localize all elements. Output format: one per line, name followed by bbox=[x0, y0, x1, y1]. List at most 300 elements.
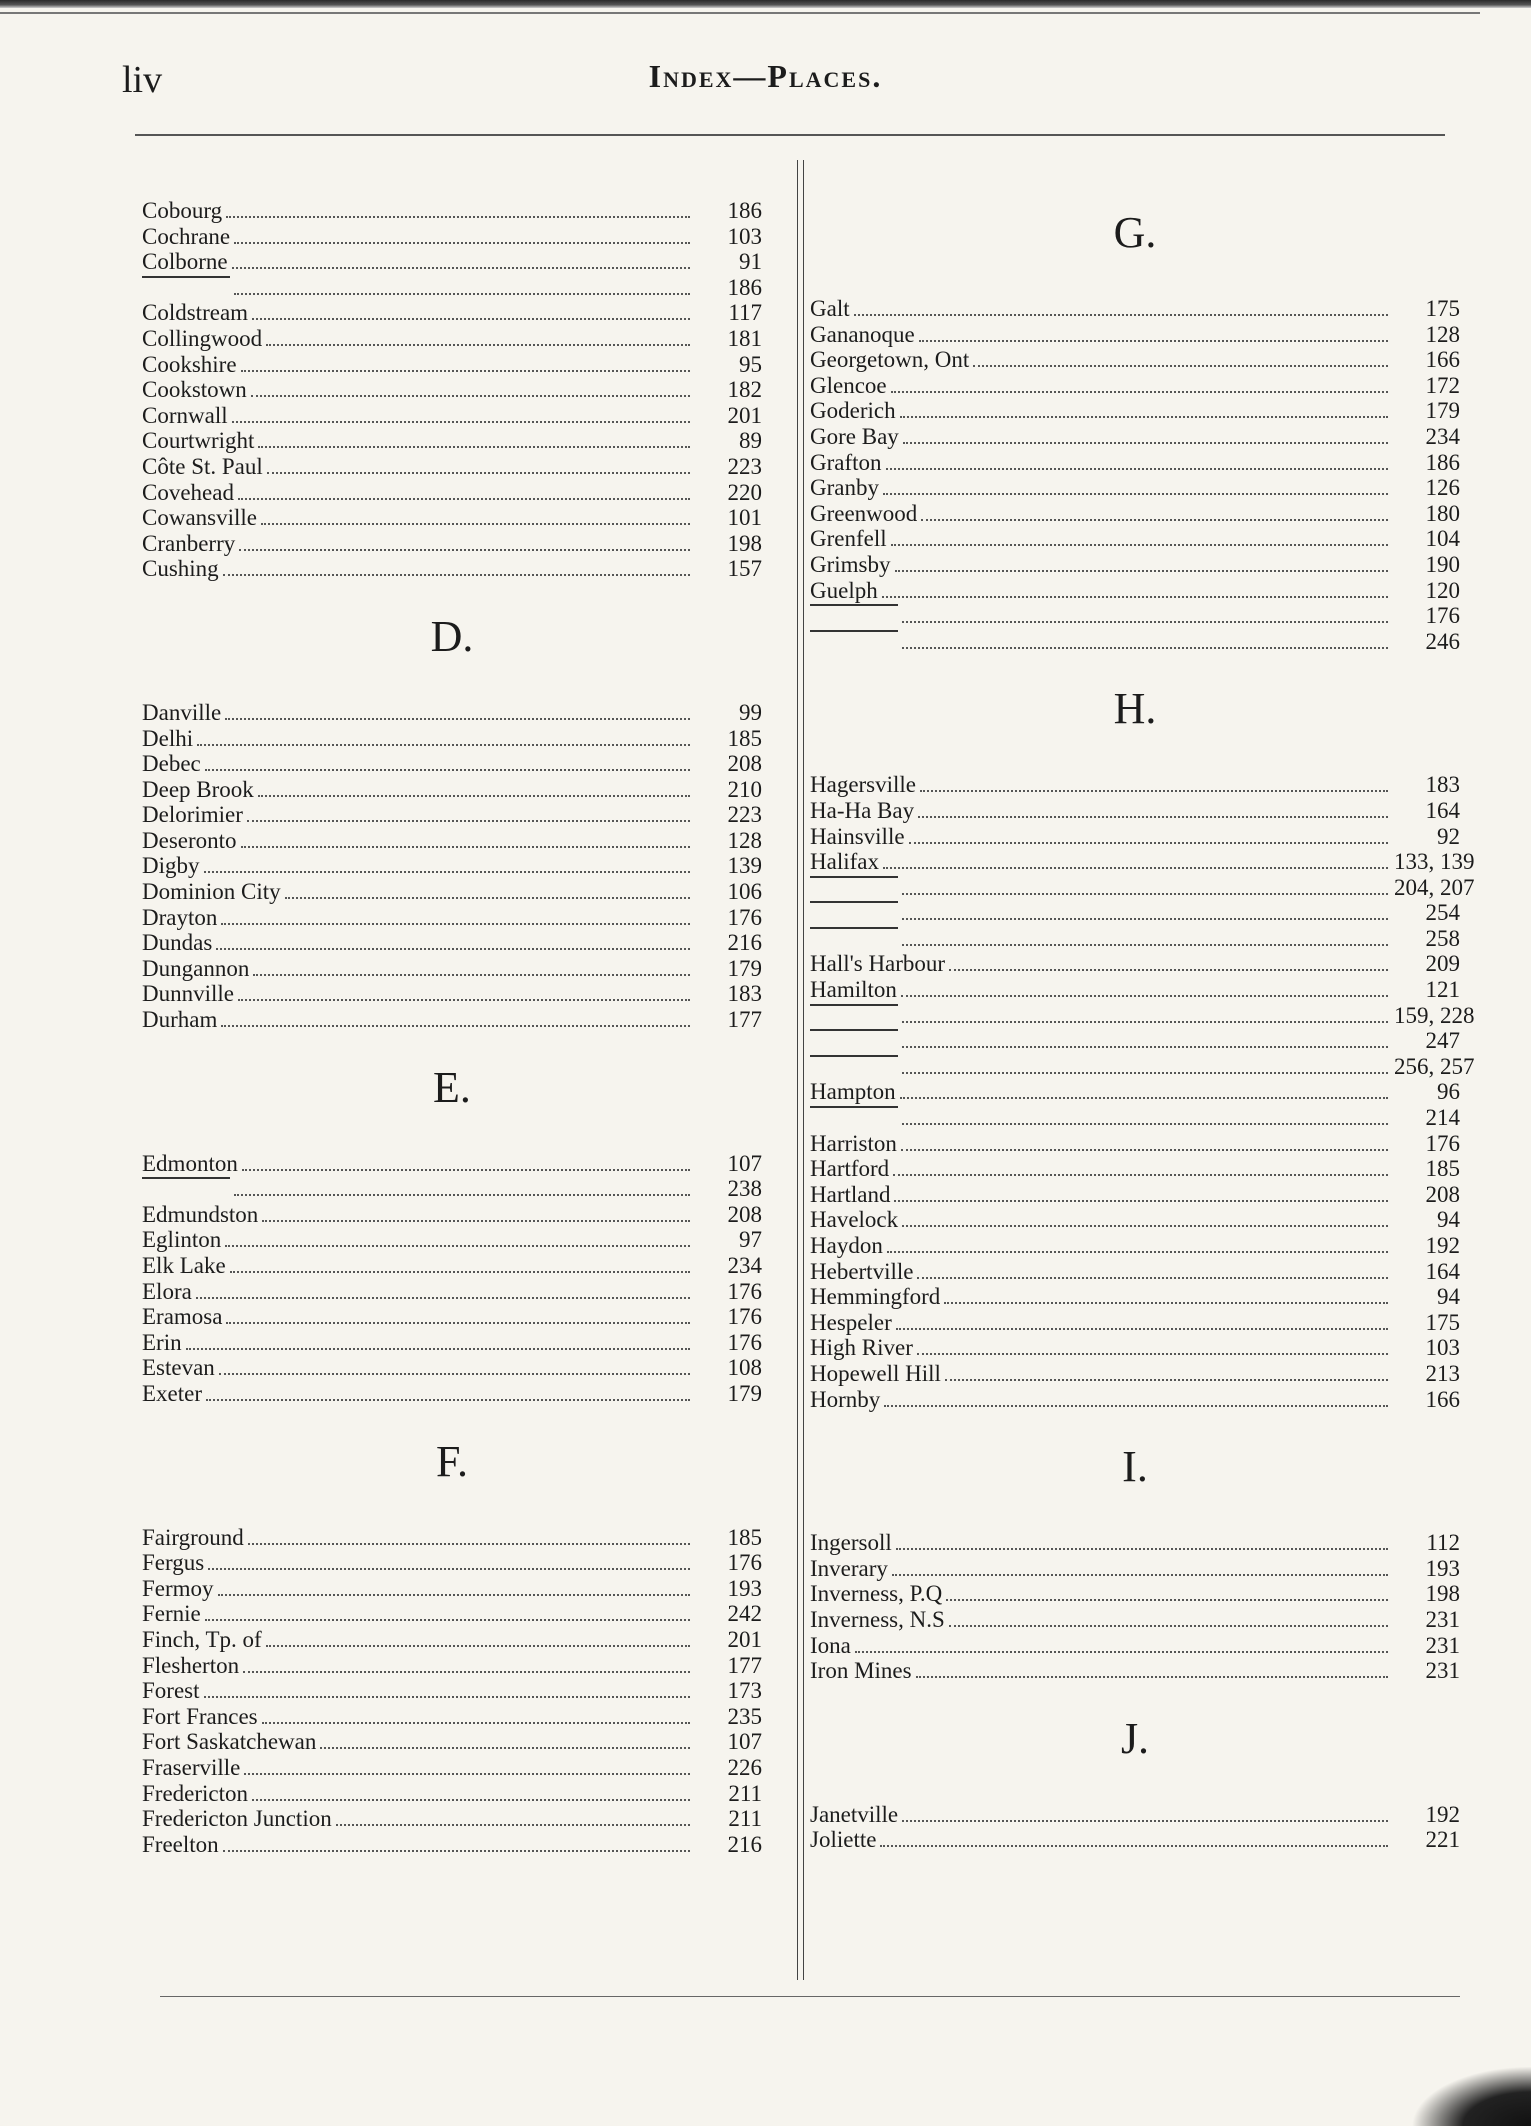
dot-leader bbox=[230, 1271, 690, 1273]
place-name: Fredericton Junction bbox=[142, 1806, 332, 1832]
dot-leader bbox=[902, 647, 1388, 649]
index-entry bbox=[142, 505, 762, 531]
place-name: Durham bbox=[142, 1007, 218, 1033]
place-name: Haydon bbox=[810, 1233, 883, 1258]
place-name: Hamilton bbox=[810, 977, 897, 1003]
page-reference: 183 bbox=[1425, 772, 1460, 798]
page-reference: 175 bbox=[1425, 296, 1460, 321]
place-name: Eglinton bbox=[142, 1227, 222, 1253]
page-reference: 92 bbox=[1437, 823, 1460, 849]
index-entry bbox=[810, 1633, 1460, 1659]
place-name: Elora bbox=[142, 1278, 192, 1304]
dot-leader bbox=[902, 893, 1388, 895]
page-reference: 128 bbox=[727, 827, 762, 853]
page-reference: 120 bbox=[1425, 577, 1460, 603]
dot-leader bbox=[262, 1220, 690, 1222]
place-name: Dominion City bbox=[142, 879, 281, 905]
place-name: High River bbox=[810, 1335, 913, 1361]
place-name: Covehead bbox=[142, 479, 234, 505]
dot-leader bbox=[218, 1594, 690, 1596]
dot-leader bbox=[320, 1747, 690, 1749]
dot-leader bbox=[206, 1399, 690, 1401]
dot-leader bbox=[241, 846, 690, 848]
dot-leader bbox=[205, 1619, 690, 1621]
dot-leader bbox=[902, 1046, 1388, 1048]
index-entry bbox=[810, 1259, 1460, 1285]
index-entry bbox=[142, 275, 762, 301]
place-name: Finch, Tp. of bbox=[142, 1626, 262, 1652]
index-entry bbox=[142, 700, 762, 726]
dot-leader bbox=[205, 769, 690, 771]
place-name: Inverness, N.S bbox=[810, 1606, 945, 1632]
scan-shadow bbox=[1411, 2066, 1531, 2126]
dot-leader bbox=[232, 421, 690, 423]
place-name: Greenwood bbox=[810, 500, 918, 526]
page-reference: 103 bbox=[727, 223, 762, 249]
place-name: Cochrane bbox=[142, 223, 231, 249]
page-reference: 183 bbox=[727, 981, 762, 1007]
page-reference: 180 bbox=[1425, 500, 1460, 526]
page-reference: 220 bbox=[727, 479, 762, 505]
page-reference: 166 bbox=[1425, 1386, 1460, 1412]
index-entry bbox=[810, 1658, 1460, 1684]
dot-leader bbox=[243, 1671, 690, 1673]
page-reference: 126 bbox=[1425, 475, 1460, 501]
page-top-border bbox=[0, 0, 1531, 8]
place-name: Hall's Harbour bbox=[810, 951, 946, 977]
page-reference: 246 bbox=[1425, 628, 1460, 654]
page-reference: 94 bbox=[1437, 1284, 1460, 1310]
page-reference: 186 bbox=[727, 274, 762, 300]
page-reference: 208 bbox=[1425, 1181, 1460, 1207]
page-reference: 182 bbox=[727, 377, 762, 403]
index-entry bbox=[810, 578, 1460, 604]
column-divider bbox=[797, 160, 798, 1980]
page-reference: 177 bbox=[727, 1652, 762, 1678]
index-entry bbox=[810, 603, 1460, 629]
index-entry bbox=[142, 1704, 762, 1730]
page-reference: 179 bbox=[727, 955, 762, 981]
index-entry bbox=[142, 556, 762, 582]
section-letter: D. bbox=[430, 611, 474, 661]
place-name: Grenfell bbox=[810, 526, 887, 552]
index-entry bbox=[142, 1525, 762, 1551]
page-reference: 179 bbox=[1425, 398, 1460, 424]
place-name bbox=[810, 900, 898, 903]
place-name: Fort Frances bbox=[142, 1703, 258, 1729]
page-reference: 176 bbox=[1425, 1130, 1460, 1156]
place-name bbox=[810, 1003, 898, 1006]
place-name: Cranberry bbox=[142, 530, 236, 556]
index-entry bbox=[142, 480, 762, 506]
dot-leader bbox=[973, 365, 1388, 367]
place-name: Forest bbox=[142, 1678, 200, 1704]
dot-leader bbox=[262, 1722, 690, 1724]
dot-leader bbox=[921, 519, 1388, 521]
page-reference: 104 bbox=[1425, 526, 1460, 552]
place-name: Hampton bbox=[810, 1079, 896, 1105]
place-name bbox=[810, 629, 898, 632]
place-name: Iona bbox=[810, 1632, 851, 1658]
place-name: Hartford bbox=[810, 1156, 890, 1182]
page-reference: 133, 139 bbox=[1394, 849, 1475, 875]
dot-leader bbox=[261, 523, 690, 525]
place-name: Fernie bbox=[142, 1601, 201, 1627]
index-entry bbox=[810, 347, 1460, 373]
index-entry bbox=[142, 1007, 762, 1033]
page-reference: 121 bbox=[1425, 977, 1460, 1003]
place-name bbox=[142, 1176, 230, 1179]
dot-leader bbox=[266, 344, 690, 346]
place-name: Fergus bbox=[142, 1550, 205, 1576]
index-entry bbox=[810, 772, 1460, 798]
place-name: Hainsville bbox=[810, 823, 905, 849]
place-name bbox=[142, 275, 230, 278]
dot-leader bbox=[902, 1820, 1388, 1822]
index-entry bbox=[810, 926, 1460, 952]
place-name: Danville bbox=[142, 699, 222, 725]
dot-leader bbox=[258, 446, 690, 448]
index-entry bbox=[142, 198, 762, 224]
index-entry bbox=[142, 751, 762, 777]
page-reference: 185 bbox=[727, 725, 762, 751]
index-entry bbox=[810, 1284, 1460, 1310]
page-reference: 193 bbox=[1425, 1555, 1460, 1581]
dot-leader bbox=[855, 1651, 1388, 1653]
page-reference: 176 bbox=[727, 904, 762, 930]
left-column bbox=[142, 178, 762, 1857]
page-reference: 235 bbox=[727, 1703, 762, 1729]
section-letter: G. bbox=[1113, 208, 1157, 257]
place-name: Cushing bbox=[142, 556, 219, 582]
page-reference: 231 bbox=[1425, 1632, 1460, 1658]
index-entry bbox=[142, 1279, 762, 1305]
dot-leader bbox=[895, 570, 1389, 572]
index-entry bbox=[142, 930, 762, 956]
section-gap bbox=[142, 178, 762, 198]
page-reference: 176 bbox=[727, 1304, 762, 1330]
page-reference: 176 bbox=[727, 1550, 762, 1576]
dot-leader bbox=[226, 216, 690, 218]
place-name: Dundas bbox=[142, 930, 213, 956]
index-entry bbox=[142, 853, 762, 879]
dot-leader bbox=[900, 1097, 1388, 1099]
dot-leader bbox=[896, 1548, 1388, 1550]
place-name: Drayton bbox=[142, 904, 218, 930]
index-entry bbox=[142, 879, 762, 905]
dot-leader bbox=[902, 1123, 1388, 1125]
index-entry bbox=[810, 1530, 1460, 1556]
index-entry bbox=[142, 1176, 762, 1202]
dot-leader bbox=[234, 1194, 690, 1196]
page-reference: 192 bbox=[1425, 1233, 1460, 1258]
dot-leader bbox=[266, 1645, 690, 1647]
page-reference: 193 bbox=[727, 1575, 762, 1601]
index-entry bbox=[142, 300, 762, 326]
index-entry bbox=[142, 428, 762, 454]
dot-leader bbox=[225, 718, 690, 720]
place-name: Inverary bbox=[810, 1555, 888, 1581]
dot-leader bbox=[917, 1277, 1388, 1279]
index-entry bbox=[142, 1253, 762, 1279]
page-reference: 209 bbox=[1425, 951, 1460, 977]
place-name: Dunnville bbox=[142, 981, 234, 1007]
dot-leader bbox=[891, 544, 1388, 546]
page-reference: 94 bbox=[1437, 1207, 1460, 1233]
page-reference: 176 bbox=[727, 1329, 762, 1355]
page-reference: 223 bbox=[727, 453, 762, 479]
dot-leader bbox=[891, 391, 1388, 393]
place-name: Hopewell Hill bbox=[810, 1360, 941, 1386]
dot-leader bbox=[945, 1379, 1388, 1381]
place-name: Georgetown, Ont bbox=[810, 347, 970, 373]
page-reference: 216 bbox=[727, 1831, 762, 1857]
index-entry bbox=[810, 1387, 1460, 1413]
dot-leader bbox=[204, 871, 691, 873]
dot-leader bbox=[902, 1072, 1388, 1074]
dot-leader bbox=[232, 267, 690, 269]
index-entry bbox=[142, 224, 762, 250]
index-entry bbox=[142, 1653, 762, 1679]
dot-leader bbox=[258, 795, 690, 797]
index-entry bbox=[142, 403, 762, 429]
dot-leader bbox=[944, 1302, 1388, 1304]
dot-leader bbox=[902, 918, 1388, 920]
dot-leader bbox=[900, 416, 1388, 418]
place-name: Joliette bbox=[810, 1827, 877, 1853]
page-reference: 186 bbox=[1425, 449, 1460, 475]
index-entry bbox=[810, 398, 1460, 424]
page-reference: 256, 257 bbox=[1394, 1053, 1475, 1079]
page-reference: 234 bbox=[1425, 423, 1460, 449]
dot-leader bbox=[909, 842, 1388, 844]
index-entry bbox=[810, 1607, 1460, 1633]
place-name: Delorimier bbox=[142, 802, 243, 828]
page-reference: 185 bbox=[727, 1524, 762, 1550]
place-name: Grimsby bbox=[810, 551, 891, 577]
page-reference: 226 bbox=[727, 1754, 762, 1780]
place-name: Freelton bbox=[142, 1831, 219, 1857]
page-reference: 210 bbox=[727, 776, 762, 802]
index-entry bbox=[142, 1381, 762, 1407]
index-entry bbox=[142, 1781, 762, 1807]
index-entry bbox=[142, 1550, 762, 1576]
section-letter: E. bbox=[433, 1062, 471, 1112]
section-letter: F. bbox=[436, 1436, 468, 1486]
column-divider bbox=[803, 160, 804, 1980]
index-entry bbox=[810, 1556, 1460, 1582]
index-entry bbox=[142, 1832, 762, 1858]
place-name: Collingwood bbox=[142, 325, 263, 351]
place-name: Dungannon bbox=[142, 955, 250, 981]
place-name: Inverness, P.Q bbox=[810, 1581, 943, 1607]
section-letter: J. bbox=[1120, 1713, 1150, 1763]
dot-leader bbox=[221, 923, 690, 925]
index-entry bbox=[142, 981, 762, 1007]
page-reference: 103 bbox=[1425, 1335, 1460, 1361]
page-reference: 159, 228 bbox=[1394, 1002, 1475, 1028]
index-entry bbox=[810, 824, 1460, 850]
index-entry bbox=[142, 956, 762, 982]
page-reference: 223 bbox=[727, 802, 762, 828]
page-reference: 247 bbox=[1425, 1028, 1460, 1054]
dot-leader bbox=[234, 242, 690, 244]
place-name: Exeter bbox=[142, 1380, 203, 1406]
dot-leader bbox=[197, 744, 690, 746]
page-reference: 112 bbox=[1426, 1530, 1460, 1556]
dot-leader bbox=[223, 1850, 690, 1852]
index-entry bbox=[810, 424, 1460, 450]
index-entry bbox=[810, 849, 1475, 875]
dot-leader bbox=[946, 1599, 1388, 1601]
dot-leader bbox=[949, 1625, 1388, 1627]
index-entry bbox=[142, 1601, 762, 1627]
place-name: Fraserville bbox=[142, 1754, 241, 1780]
page-reference: 190 bbox=[1425, 551, 1460, 577]
dot-leader bbox=[949, 969, 1388, 971]
dot-leader bbox=[893, 1174, 1388, 1176]
place-name: Côte St. Paul bbox=[142, 453, 263, 479]
index-entry bbox=[142, 1355, 762, 1381]
place-name: Coldstream bbox=[142, 300, 249, 326]
index-entry bbox=[810, 373, 1460, 399]
dot-leader bbox=[234, 293, 690, 295]
place-name: Guelph bbox=[810, 577, 878, 603]
dot-leader bbox=[216, 948, 690, 950]
place-name: Estevan bbox=[142, 1355, 215, 1381]
index-entry bbox=[142, 1304, 762, 1330]
page-reference: 97 bbox=[739, 1227, 762, 1253]
dot-leader bbox=[225, 1245, 690, 1247]
place-name: Erin bbox=[142, 1329, 182, 1355]
dot-leader bbox=[902, 621, 1388, 623]
dot-leader bbox=[238, 498, 690, 500]
index-entry bbox=[142, 828, 762, 854]
place-name: Hemmingford bbox=[810, 1284, 941, 1310]
page-reference: 179 bbox=[727, 1380, 762, 1406]
dot-leader bbox=[896, 1328, 1388, 1330]
header-rule bbox=[135, 134, 1445, 136]
page-reference: 258 bbox=[1425, 925, 1460, 951]
page-reference: 128 bbox=[1425, 321, 1460, 347]
page-reference: 106 bbox=[727, 879, 762, 905]
index-entry bbox=[142, 531, 762, 557]
page-reference: 221 bbox=[1425, 1827, 1460, 1853]
dot-leader bbox=[882, 596, 1388, 598]
index-entry bbox=[142, 1227, 762, 1253]
index-entry bbox=[142, 1330, 762, 1356]
dot-leader bbox=[883, 493, 1388, 495]
dot-leader bbox=[208, 1568, 690, 1570]
place-name: Halifax bbox=[810, 849, 879, 875]
index-entry bbox=[810, 1182, 1460, 1208]
place-name: Eramosa bbox=[142, 1304, 223, 1330]
dot-leader bbox=[204, 1696, 691, 1698]
page-reference: 89 bbox=[739, 428, 762, 454]
place-name: Cookshire bbox=[142, 351, 237, 377]
dot-leader bbox=[242, 1169, 690, 1171]
page-reference: 192 bbox=[1425, 1801, 1460, 1827]
place-name: Fermoy bbox=[142, 1575, 214, 1601]
place-name: Courtwright bbox=[142, 428, 255, 454]
page-reference: 211 bbox=[728, 1780, 762, 1806]
place-name: Glencoe bbox=[810, 372, 887, 398]
place-name: Flesherton bbox=[142, 1652, 240, 1678]
footer-rule bbox=[160, 1996, 1460, 1997]
index-entry bbox=[810, 526, 1460, 552]
page-reference: 95 bbox=[739, 351, 762, 377]
page-reference: 101 bbox=[727, 505, 762, 531]
index-entry bbox=[810, 450, 1460, 476]
index-entry bbox=[810, 1827, 1460, 1853]
place-name: Hagersville bbox=[810, 772, 917, 798]
page-reference: 234 bbox=[727, 1253, 762, 1278]
index-entry bbox=[810, 951, 1460, 977]
page-reference: 181 bbox=[727, 325, 762, 351]
place-name bbox=[810, 926, 898, 929]
dot-leader bbox=[238, 999, 690, 1001]
index-entry bbox=[810, 1581, 1460, 1607]
page-reference: 231 bbox=[1425, 1658, 1460, 1684]
dot-leader bbox=[226, 1322, 690, 1324]
page-top-rule bbox=[0, 12, 1480, 14]
index-entry bbox=[810, 798, 1460, 824]
index-entry bbox=[142, 1755, 762, 1781]
dot-leader bbox=[886, 468, 1388, 470]
page-reference: 107 bbox=[727, 1729, 762, 1755]
place-name: Cookstown bbox=[142, 377, 247, 403]
page-reference: 201 bbox=[727, 402, 762, 428]
dot-leader bbox=[883, 867, 1388, 869]
index-entry bbox=[142, 905, 762, 931]
dot-leader bbox=[186, 1348, 690, 1350]
index-entry bbox=[810, 296, 1460, 322]
index-entry bbox=[810, 629, 1460, 655]
index-entry bbox=[810, 1361, 1460, 1387]
index-entry bbox=[810, 1079, 1460, 1105]
place-name: Fort Saskatchewan bbox=[142, 1729, 317, 1755]
page-reference: 108 bbox=[727, 1355, 762, 1381]
index-entry bbox=[142, 1806, 762, 1832]
index-entry bbox=[810, 977, 1460, 1003]
page-reference: 91 bbox=[739, 249, 762, 275]
place-name: Fairground bbox=[142, 1524, 244, 1550]
index-entry bbox=[142, 726, 762, 752]
place-name: Debec bbox=[142, 751, 201, 777]
place-name: Edmundston bbox=[142, 1201, 259, 1227]
index-entry bbox=[810, 1053, 1475, 1080]
place-name: Cornwall bbox=[142, 402, 228, 428]
page-reference: 175 bbox=[1425, 1309, 1460, 1335]
page-reference: 166 bbox=[1425, 347, 1460, 373]
place-name: Digby bbox=[142, 853, 200, 879]
page-reference: 213 bbox=[1425, 1360, 1460, 1386]
dot-leader bbox=[252, 318, 690, 320]
index-entry bbox=[810, 1131, 1460, 1157]
dot-leader bbox=[285, 897, 690, 899]
dot-leader bbox=[884, 1405, 1388, 1407]
place-name: Havelock bbox=[810, 1207, 899, 1233]
index-entry bbox=[810, 1335, 1460, 1361]
place-name: Ingersoll bbox=[810, 1530, 892, 1556]
place-name: Fredericton bbox=[142, 1780, 249, 1806]
dot-leader bbox=[223, 574, 690, 576]
place-name: Gananoque bbox=[810, 321, 915, 347]
page-reference: 176 bbox=[727, 1278, 762, 1304]
index-entry bbox=[142, 1202, 762, 1228]
index-entry bbox=[142, 1678, 762, 1704]
index-entry bbox=[810, 501, 1460, 527]
